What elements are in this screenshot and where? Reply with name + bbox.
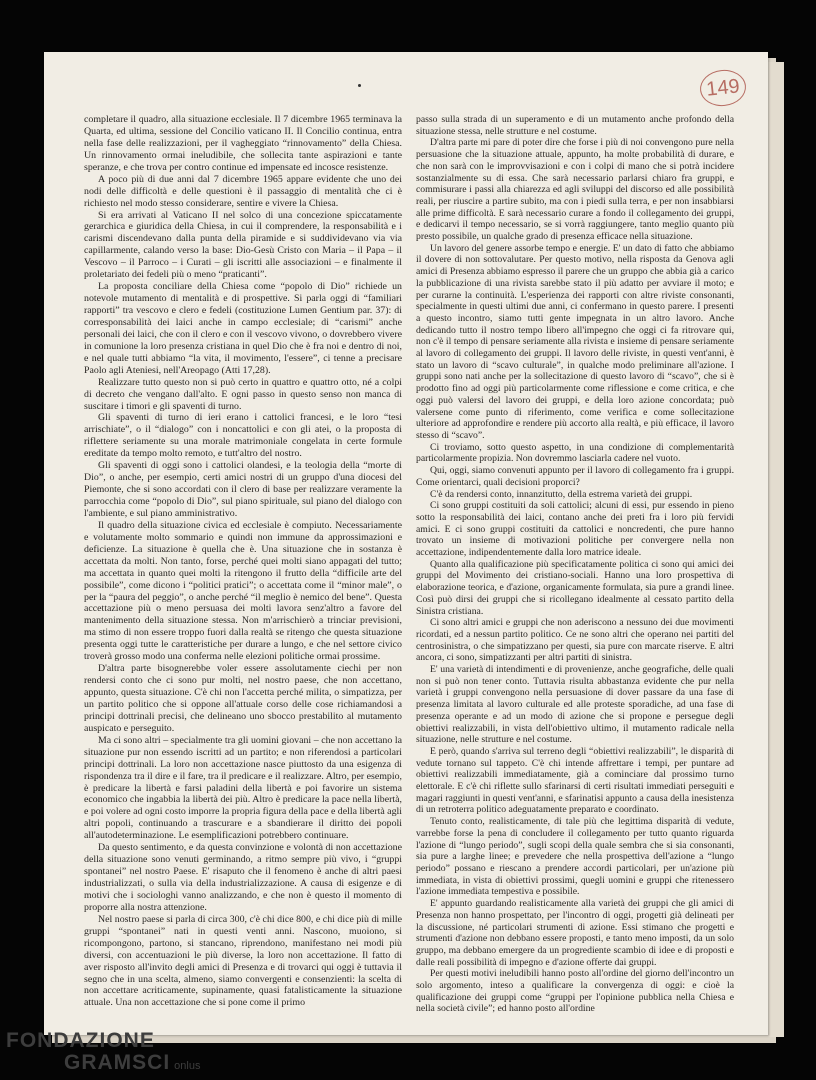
right-column	[416, 114, 734, 1015]
paragraph: Gli spaventi di oggi sono i cattolici olandesi, e la teologia della “morte di Dio”, o anche, per esempio, certi amici nostri di un gruppo d'una diocesi del Piemonte, che si sono accordati con il clero di base per realizzare veramente la parrocchia come “popolo di Dio”, sul piano spirituale, sul piano del dialogo con l'ambiente, e sul piano amministrativo.	[84, 460, 402, 519]
paragraph: E' appunto guardando realisticamente alla varietà dei gruppi che gli amici di Presenza non hanno prospettato, per l'incontro di oggi, progetti già delineati per la discussione, né particolari strumenti di azione. Essi stimano che progetti e strumenti d'azione non debbano essere proposti, e tanto meno imposti, da un solo gruppo, ma debbano emergere da un progrediente scambio di idee e di proposti e dalle reali possibilità di impegno e d'azione offerte dai gruppi.	[416, 898, 734, 968]
paragraph: Ci troviamo, sotto questo aspetto, in una condizione di complementarità particolarmente propizia. Non dovremmo lasciarla cadere nel vuoto.	[416, 441, 734, 465]
paragraph: A poco più di due anni dal 7 dicembre 1965 appare evidente che uno dei nodi delle difficoltà e delle questioni è il passaggio di mentalità che ci è richiesto nel modo stesso considerare, sentire e vivere la Chiesa.	[84, 173, 402, 209]
paragraph: completare il quadro, alla situazione ecclesiale. Il 7 dicembre 1965 terminava la Quarta, ed ultima, sessione del Concilio vaticano II. Il Concilio continua, entra nella fase delle realizzazioni, per il vagheggiato “rinnovamento” della Chiesa. Un rinnovamento ormai ineludibile, che sollecita tante aspirazioni e tante speranze, e che trova per contro continue ed impensate ed incosce resistenze.	[84, 114, 402, 173]
paragraph: Qui, oggi, siamo convenuti appunto per il lavoro di collegamento fra i gruppi. Come orientarci, quali decisioni proporci?	[416, 465, 734, 488]
paragraph: Realizzare tutto questo non si può certo in quattro e quattro otto, né a colpi di decreto che vengano dall'alto. E ogni passo in questo senso non manca di suscitare i timori e gli spaventi di turno.	[84, 376, 402, 412]
paragraph: Ci sono altri amici e gruppi che non aderiscono a nessuno dei due movimenti ricordati, ed a nessun partito politico. Ce ne sono altri che operano nei partiti del centrosinistra, o che simpatizzano per questi, sia pure con marcate riserve. E altri ancora, ci sono, simpatizzanti per altri partiti di sinistra.	[416, 617, 734, 664]
paragraph: La proposta conciliare della Chiesa come “popolo di Dio” richiede un notevole mutamento di mentalità e di prospettive. Si parla oggi di “familiari rapporti” tra vescovo e clero e fedeli (costituzione Lumen Gentium par. 37): di corresponsabilità dei laici anche in campo ecclesiale; di “carismi” anche personali dei laici, che con il clero e con il vescovo vivono, o dovrebbero vivere in comunione la loro presenza cristiana in quel Dio che è fra noi e dentro di noi, e nel quale tutti abbiamo “la vita, il movimento, l'essere”, ci tenne a precisare Paolo agli Ateniesi, nell'Areopago (Atti 17,28).	[84, 281, 402, 376]
paragraph: E però, quando s'arriva sul terreno degli “obiettivi realizzabili”, le disparità di vedute tornano sul tappeto. C'è chi intende affrettare i tempi, per puntare ad obiettivi realizzabili immediatamente, già a cominciare dal prossimo turno elettorale. E c'è chi riflette sullo sfarinarsi di certi risultati immediati perseguiti e magari raggiunti in questi vent'anni, e sfarinatisi appunto a causa della inesistenza di un retroterra politico adeguatamente preparato e coordinato.	[416, 745, 734, 816]
paragraph: Il quadro della situazione civica ed ecclesiale è compiuto. Necessariamente e volutamente molto sommario e quindi non immune da approssimazioni e deficienze. La situazione è quella che è. Una situazione che in sostanza è accettata da molti. Non tanto, forse, perché quei molti siano appagati del tutto; ma accettata in quanto quei molti la ritengono il frutto della “difficile arte del possibile”, come dicono i “politici pratici”; o accettata come il “minor male”, o per la “paura del peggio”, o anche perché “il meglio è nemico del bene”. Questa accettazione più o meno persuasa dei molti lavora senz'altro a favore del mantenimento della situazione stessa. Non m'arrischierò a trinciar previsioni, ma stimo di non essere troppo fuori dalla realtà se ritengo che questa situazione presenta oggi tutte le caratteristiche per durare a lungo, e che nel settore civico troverà grosso modo una conferma nelle elezioni politiche ormai prossime.	[84, 519, 402, 663]
paragraph: Tenuto conto, realisticamente, di tale più che legittima disparità di vedute, varrebbe forse la pena di concludere il collegamento per tutto quanto riguarda l'azione di “lungo periodo”, sugli scopi della quale sembra che si sia consonanti, sia pure a larghe linee; e prevedere che nella prospettiva dell'azione a “lungo periodo” possano e riescano a prendere accordi particolari, per un'azione più immediata, in vista di obiettivi prossimi, quegli uomini e gruppi che ritenessero l'azione immediata tempestiva e possibile.	[416, 816, 734, 898]
paragraph: Un lavoro del genere assorbe tempo e energie. E' un dato di fatto che abbiamo il dovere di non sottovalutare. Per questo motivo, nella risposta da Genova agli amici di Presenza abbiamo espresso il parere che un gruppo che abbia già a carico la pubblicazione di una rivista sarebbe stato il più adatto per avviare il moto; e per curarne la continuità. L'esperienza dei rapporti con altre riviste consonanti, specialmente in questi ultimi due anni, ci confermano in questo parere. I presenti a questo incontro, siamo tutti gente impegnata in un altro lavoro. Anche dedicando tutto il nostro tempo libero all'impegno che oggi ci fa ritrovare qui, non c'è il tempo di pensare seriamente alla rivista e insieme di pensare seriamente al lavoro di collegamento dei gruppi. Il lavoro delle riviste, in questi vent'anni, è stato un lavoro di “scavo culturale”, in qualche modo preliminare all'azione. I gruppi sono nati anche per la sollecitazione di questo lavoro di “scavo”, che si è prodotto fino ad oggi più particolarmente come riflessione e come critica, e che oggi può valersi del lavoro dei gruppi, e della loro azione concordata; può valersene come punto di riferimento, come verifica e come sollecitazione ulteriore ad approfondire e rendere più accorto alla realtà, e più efficace, il lavoro stesso di “scavo”.	[416, 242, 734, 441]
watermark-suffix: onlus	[174, 1060, 201, 1072]
paragraph: Ci sono gruppi costituiti da soli cattolici; alcuni di essi, pur essendo in pieno sotto la responsabilità dei laici, contano anche dei preti fra i loro più fervidi amici. E ci sono gruppi costituiti da cattolici e noncredenti, che pure hanno trovato un insieme di motivazioni politiche per convergere nella non accettazione, indipendentemente dalla loro matrice ideale.	[416, 500, 734, 559]
paragraph: Gli spaventi di turno di ieri erano i cattolici francesi, e le loro “tesi arrischiate”, o il “dialogo” con i noncattolici e con gli atei, o la proposta di riflettere seriamente su una morale matrimoniale congelata in certe formule ereditate da tempo molto remoto, e tutt'altro del nostro.	[84, 412, 402, 460]
paragraph: Quanto alla qualificazione più specificatamente politica ci sono qui amici dei gruppi del Movimento dei cristiano-sociali. Hanno una loro prospettiva di elaborazione teorica, e d'azione, organicamente formulata, sia pure a grandi linee. Così può dirsi dei gruppi che si ricollegano idealmente al cessato partito della Sinistra cristiana.	[416, 558, 734, 617]
paragraph: Da questo sentimento, e da questa convinzione e volontà di non accettazione della situazione sono venuti germinando, a ritmo sempre più vivo, i “gruppi spontanei” nel nostro Paese. E' risaputo che il fenomeno è anche di altri paesi industrializzati, o sulla via della industrializzazione. A causa di esigenze e di motivi che i sociologhi vanno analizzando, e che non è questo il momento di proporre alla nostra attenzione.	[84, 842, 402, 913]
watermark-line-2: GRAMSCI	[64, 1051, 171, 1074]
paragraph: Nel nostro paese si parla di circa 300, c'è chi dice 800, e chi dice più di mille gruppi “spontanei” nati in questi venti anni. Nascono, muoiono, si ricompongono, partono, si stancano, riprendono, manifestano nei modi più diversi, con accentuazioni le più diverse, la loro non accettazione. Il fatto di aver risposto all'invito degli amici di Presenza e di trovarci qui oggi è tuttavia il segno che in una scelta, almeno, siamo convergenti e consenzienti: la scelta di non accettare acriticamente, supinamente, quasi fatalisticamente la situazione attuale. Una non accettazione che si pone come il primo	[84, 913, 402, 1009]
watermark-line-1: FONDAZIONE	[6, 1029, 155, 1052]
left-column	[84, 114, 402, 1009]
paragraph: D'altra parte mi pare di poter dire che forse i più di noi convengono pure nella persuasione che la situazione attuale, appunto, ha molte probabilità di durare, e che non sarà con le improvvisazioni e con i colpi di mano che si potrà incidere sostanzialmente su di essa. Che sarà necessario parlarsi chiaro fra gruppi, e commisurare i passi alla chiarezza ed agli sviluppi del discorso ed alle possibilità reali, per riuscire a partire subito, ma con i piedi sulla terra, e per non insabbiarsi alle prime difficoltà. E sarà necessario curare a fondo il collegamento dei gruppi, e dedicarvi il tempo necessario, se si vorrà raggiungere, tanto meglio quanto più presto possibile, un qualche grado di presenza efficace nella situazione.	[416, 137, 734, 243]
paragraph: D'altra parte bisognerebbe voler essere assolutamente ciechi per non rendersi conto che ci sono pur molti, nel nostro paese, che non accettano, appunto, questa situazione. C'è chi non l'accetta perché milita, o simpatizza, per un partito politico che si oppone all'attuale corso delle cose richiamandosi a principi dottrinali precisi, che delineano uno sbocco prestabilito al mutamento auspicato e perseguito.	[84, 663, 402, 734]
paragraph: passo sulla strada di un superamento e di un mutamento anche profondo della situazione stessa, nelle strutture e nel costume.	[416, 114, 734, 137]
paragraph: C'è da rendersi conto, innanzitutto, della estrema varietà dei gruppi.	[430, 488, 693, 500]
paragraph: E' una varietà di intendimenti e di provenienze, anche geografiche, delle quali non si può non tener conto. Tuttavia risulta abbastanza evidente che pur nella varietà i gruppi convengono nella persuasione di dover passare da una fase di presenza limitata al lavoro culturale ed alle proteste sporadiche, ad una fase di presenza operante e ad un modo di azione che si propone e persegue degli obiettivi realizzabili, in vista dell'obiettivo ultimo, il mutamento radicale nella situazione, nelle strutture e nel costume.	[416, 664, 734, 746]
page-number-stamp: 149	[698, 68, 748, 109]
archive-watermark	[6, 1030, 200, 1077]
paragraph: Si era arrivati al Vaticano II nel solco di una concezione spiccatamente gerarchica e giuridica della Chiesa, in cui il comprendere, la responsabilità e i carismi discendevano dalla punta della piramide e si suddividevano via via capillarmente, calando verso la base: Dio-Gesù Cristo con Maria – il Papa – il Vescovo – il Parroco – i Curati – gli iscritti alle associazioni – e finalmente il proletariato dei fedeli più o meno “praticanti”.	[84, 209, 402, 281]
paragraph: Ma ci sono altri – specialmente tra gli uomini giovani – che non accettano la situazione pur non essendo iscritti ad un partito; e non riferendosi a particolari principi dottrinali. La loro non accettazione nasce piuttosto da una esigenza di rispondenza tra il dire e il fare, tra il predicare e il realizzare. Altro, per esempio, è predicare la libertà e farsi paladini della libertà e poi favorire un sistema economico che ingabbia la libertà dei più. Altro è predicare la pace nella libertà, e poi volere ad ogni costo imporre la propria figura della pace e della libertà agli altri popoli, continuando a trascurare e a sbandierare il diritto dei popoli all'autodeterminazione. Le esemplificazioni potrebbero continuare.	[84, 734, 402, 842]
paragraph: Per questi motivi ineludibili hanno posto all'ordine del giorno dell'incontro un solo argomento, inteso a qualificare la convergenza di oggi: e cioè la qualificazione dei gruppi come “gruppi per l'opinione pubblica nella Chiesa e nella società civile”; ed hanno posto all'ordine	[416, 968, 734, 1015]
document-page	[44, 52, 768, 1035]
page-mark	[358, 84, 361, 87]
